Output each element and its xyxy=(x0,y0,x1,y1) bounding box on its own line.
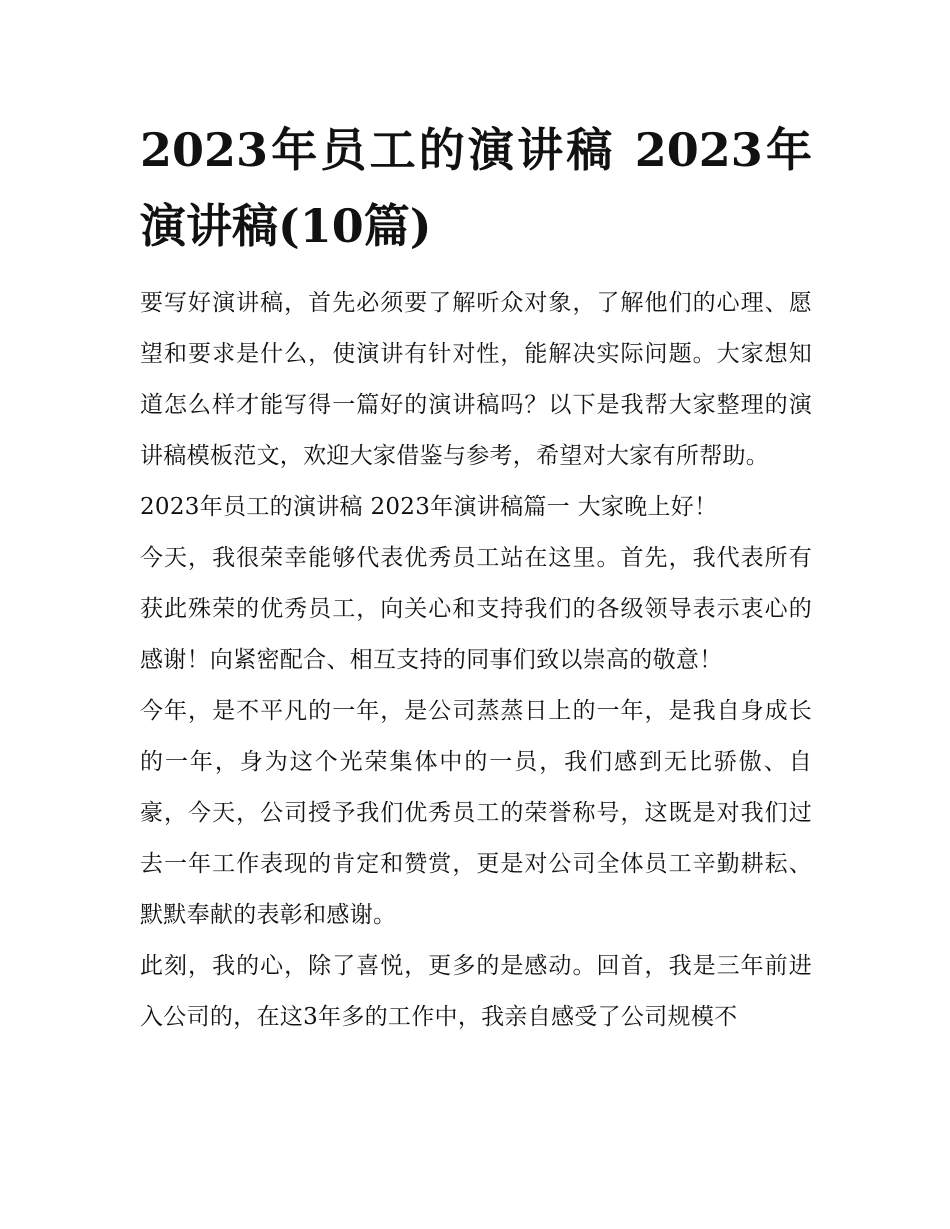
body-paragraph: 今天，我很荣幸能够代表优秀员工站在这里。首先，我代表所有获此殊荣的优秀员工，向关心和支持我们的各级领导表示衷心的感谢！向紧密配合、相互支持的同事们致以崇高的敬意！ xyxy=(140,545,812,673)
document-body xyxy=(140,112,812,1043)
intro-paragraph: 要写好演讲稿，首先必须要了解听众对象，了解他们的心理、愿望和要求是什么，使演讲有针对性，能解决实际问题。大家想知道怎么样才能写得一篇好的演讲稿吗？以下是我帮大家整理的演讲稿模板范文，欢迎大家借鉴与参考，希望对大家有所帮助。 xyxy=(140,290,812,469)
document-title: 2023年员工的演讲稿 2023年演讲稿(10篇) xyxy=(140,123,812,253)
body-paragraph: 此刻，我的心，除了喜悦，更多的是感动。回首，我是三年前进入公司的，在这3年多的工作中，我亲自感受了公司规模不 xyxy=(140,953,812,1030)
section-heading-paragraph: 2023年员工的演讲稿 2023年演讲稿篇一 大家晚上好！ xyxy=(140,494,718,520)
body-paragraph: 今年，是不平凡的一年，是公司蒸蒸日上的一年，是我自身成长的一年，身为这个光荣集体中的一员，我们感到无比骄傲、自豪，今天，公司授予我们优秀员工的荣誉称号，这既是对我们过去一年工作表现的肯定和赞赏，更是对公司全体员工辛勤耕耘、默默奉献的表彰和感谢。 xyxy=(140,698,812,928)
